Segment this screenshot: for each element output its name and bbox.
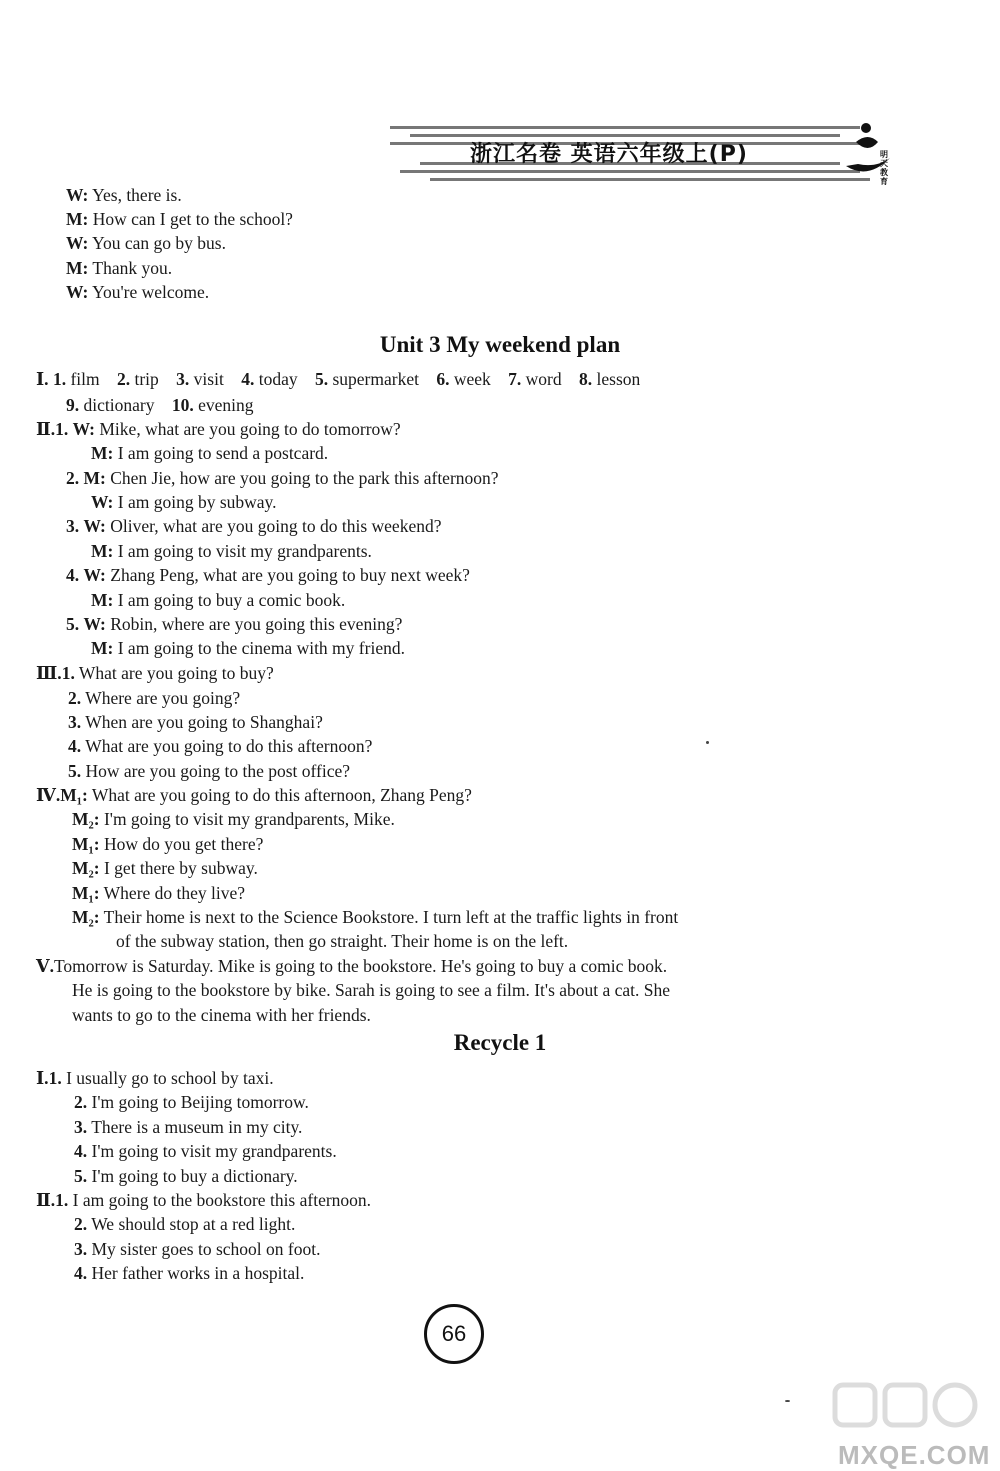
u3-s4-line: M₂: Their home is next to the Science Bookstore. I turn left at the traffic lights in front: [72, 907, 679, 927]
u3-s2-a: M: I am going to visit my grandparents.: [91, 541, 372, 561]
logo-text: 明天教育: [880, 150, 888, 186]
u3-s3-item: 2. Where are you going?: [68, 688, 241, 708]
r1-s2-item: 2. We should stop at a red light.: [74, 1214, 296, 1234]
u3-s3-item: 3. When are you going to Shanghai?: [68, 712, 323, 732]
dialogue-line: W: You're welcome.: [66, 282, 210, 302]
u3-s4-line: Ⅳ.M₁: What are you going to do this afternoon, Zhang Peng?: [36, 785, 472, 805]
dialogue-line: M: How can I get to the school?: [66, 209, 293, 229]
dialogue-line: W: Yes, there is.: [66, 185, 182, 205]
page-number: 66: [424, 1304, 484, 1364]
u3-s2-q: 2. M: Chen Jie, how are you going to the park this afternoon?: [66, 468, 499, 488]
u3-s2-q: 4. W: Zhang Peng, what are you going to buy next week?: [66, 565, 470, 585]
u3-s2-q: Ⅱ.1. W: Mike, what are you going to do tomorrow?: [36, 419, 401, 439]
u3-s5-line: wants to go to the cinema with her friends.: [72, 1005, 371, 1025]
r1-s1-item: 5. I'm going to buy a dictionary.: [74, 1166, 298, 1186]
u3-s3-item: Ⅲ.1. What are you going to buy?: [36, 663, 274, 683]
watermark-text: MXQE.COM: [838, 1440, 991, 1470]
r1-s1-item: 2. I'm going to Beijing tomorrow.: [74, 1092, 309, 1112]
u3-s3-item: 4. What are you going to do this afternoon?: [68, 736, 373, 756]
r1-s2-item: 3. My sister goes to school on foot.: [74, 1239, 321, 1259]
header-badge: P: [719, 142, 737, 167]
u3-s2-a: M: I am going to send a postcard.: [91, 443, 329, 463]
u3-s2-a: M: I am going to buy a comic book.: [91, 590, 346, 610]
scan-speck: [785, 1400, 790, 1402]
u3-s1-row2: 9. dictionary 10. evening: [66, 395, 254, 415]
u3-s4-line: M₁: How do you get there?: [72, 834, 264, 854]
r1-s1-item: 3. There is a museum in my city.: [74, 1117, 303, 1137]
r1-s2-item: 4. Her father works in a hospital.: [74, 1263, 305, 1283]
scan-speck: [706, 741, 709, 744]
r1-s2-item: Ⅱ.1. I am going to the bookstore this afternoon.: [36, 1190, 372, 1210]
u3-s2-q: 3. W: Oliver, what are you going to do this weekend?: [66, 516, 442, 536]
u3-s2-a: M: I am going to the cinema with my friend.: [91, 638, 405, 658]
u3-s4-line: M₁: Where do they live?: [72, 883, 246, 903]
u3-s5-line: He is going to the bookstore by bike. Sarah is going to see a film. It's about a cat. She: [72, 980, 671, 1000]
dialogue-line: W: You can go by bus.: [66, 233, 226, 253]
r1-s1-item: 4. I'm going to visit my grandparents.: [74, 1141, 337, 1161]
u3-s1-row1: Ⅰ. 1. film 2. trip 3. visit 4. today 5. supermarket 6. week 7. word 8. lesson: [36, 369, 641, 389]
dialogue-line: M: Thank you.: [66, 258, 173, 278]
u3-s3-item: 5. How are you going to the post office?: [68, 761, 351, 781]
u3-s4-continuation: of the subway station, then go straight. Their home is on the left.: [116, 931, 569, 951]
unit3-title: Unit 3 My weekend plan: [379, 332, 621, 357]
header-title: 浙江名卷 英语六年级上(P): [470, 142, 748, 167]
u3-s4-line: M₂: I'm going to visit my grandparents, Mike.: [72, 809, 395, 829]
r1-s1-item: Ⅰ.1. I usually go to school by taxi.: [36, 1068, 274, 1088]
u3-s5-line: Ⅴ.Tomorrow is Saturday. Mike is going to the bookstore. He's going to buy a comic book.: [36, 956, 668, 976]
u3-s2-a: W: I am going by subway.: [91, 492, 277, 512]
u3-s2-q: 5. W: Robin, where are you going this evening?: [66, 614, 403, 634]
u3-s4-line: M₂: I get there by subway.: [72, 858, 258, 878]
recycle1-title: Recycle 1: [453, 1030, 547, 1055]
